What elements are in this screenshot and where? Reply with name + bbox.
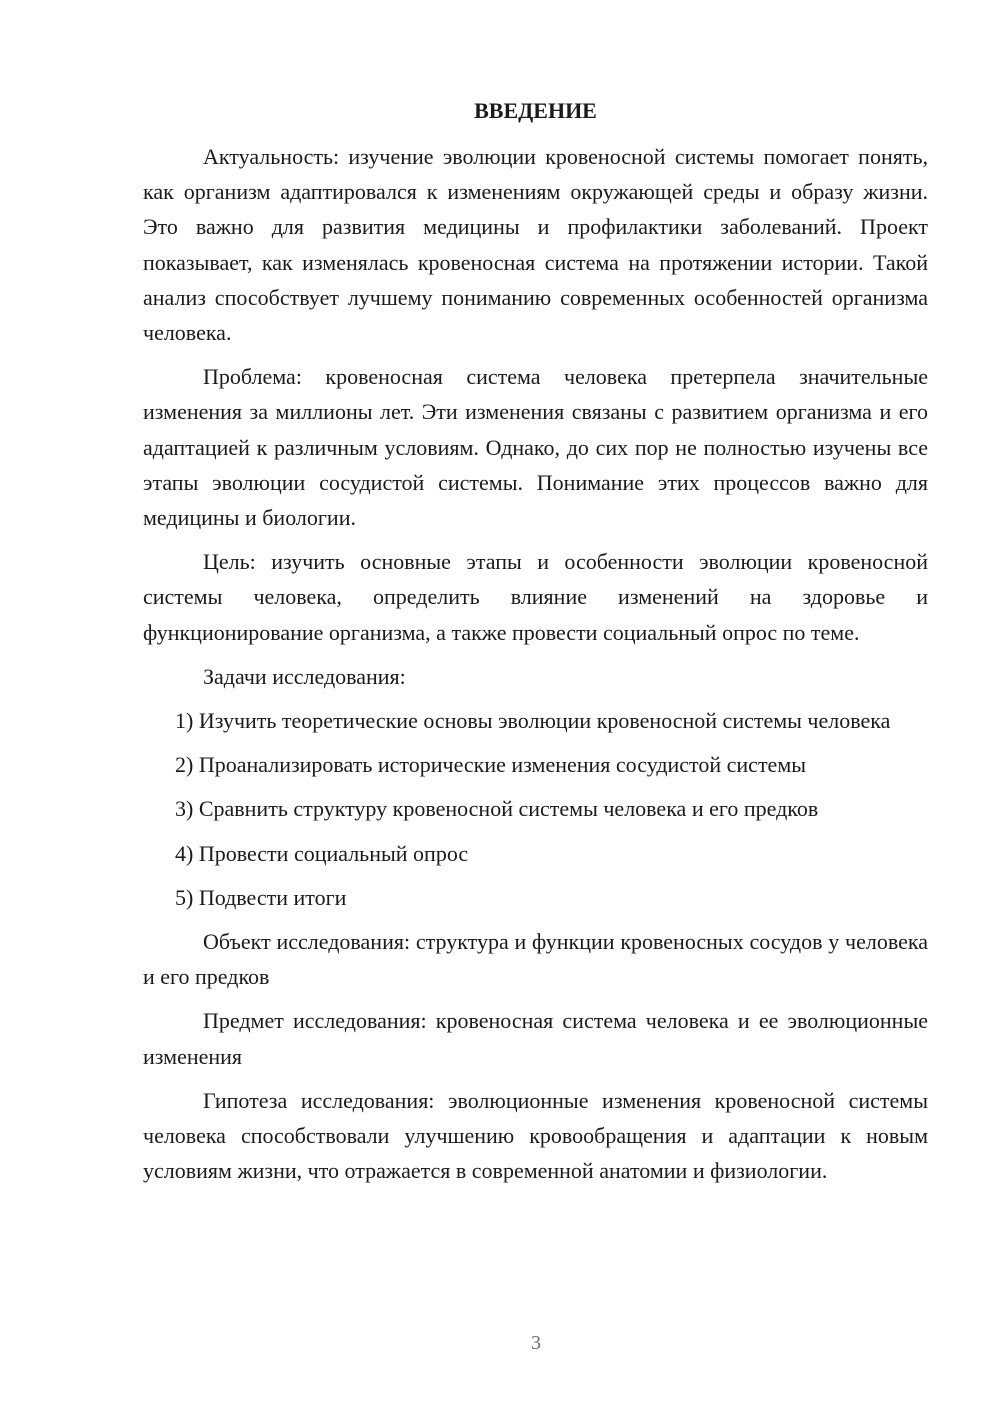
task-item-2: 2) Проанализировать исторические изменения сосудистой системы xyxy=(175,752,807,778)
page-content xyxy=(143,96,928,1197)
paragraph-goal: Цель: изучить основные этапы и особенности эволюции кровеносной системы человека, определить влияние изменений на здоровье и функционирование организма, а также провести социальный опрос по теме. xyxy=(143,549,928,645)
page-number: 3 xyxy=(531,1332,541,1354)
paragraph-subject: Предмет исследования: кровеносная система человека и ее эволюционные изменения xyxy=(143,1008,928,1069)
task-item-4: 4) Провести социальный опрос xyxy=(175,840,469,866)
task-item-3: 3) Сравнить структуру кровеносной системы человека и его предков xyxy=(175,796,819,822)
paragraph-hypothesis: Гипотеза исследования: эволюционные изменения кровеносной системы человека способствовали улучшению кровообращения и адаптации к новым условиям жизни, что отражается в современной анатомии и физиологии. xyxy=(143,1087,928,1184)
tasks-heading: Задачи исследования: xyxy=(203,663,406,689)
task-item-1: 1) Изучить теоретические основы эволюции кровеносной системы человека xyxy=(175,708,891,734)
task-item-5: 5) Подвести итоги xyxy=(175,884,347,910)
paragraph-problem: Проблема: кровеносная система человека претерпела значительные изменения за миллионы лет. Эти изменения связаны с развитием организма и его адаптацией к различным условиям. Однако, до сих пор не полностью изучены все этапы эволюции сосудистой системы. Понимание этих процессов важно для медицины и биологии. xyxy=(143,364,928,531)
paragraph-relevance: Актуальность: изучение эволюции кровеносной системы помогает понять, как организм адаптировался к изменениям окружающей среды и образу жизни. Это важно для развития медицины и профилактики заболеваний. Проект показывает, как изменялась кровеносная система на протяжении истории. Такой анализ способствует лучшему пониманию современных особенностей организма человека. xyxy=(143,144,928,346)
page-title: ВВЕДЕНИЕ xyxy=(474,98,597,123)
paragraph-object: Объект исследования: структура и функции кровеносных сосудов у человека и его предков xyxy=(143,929,928,990)
